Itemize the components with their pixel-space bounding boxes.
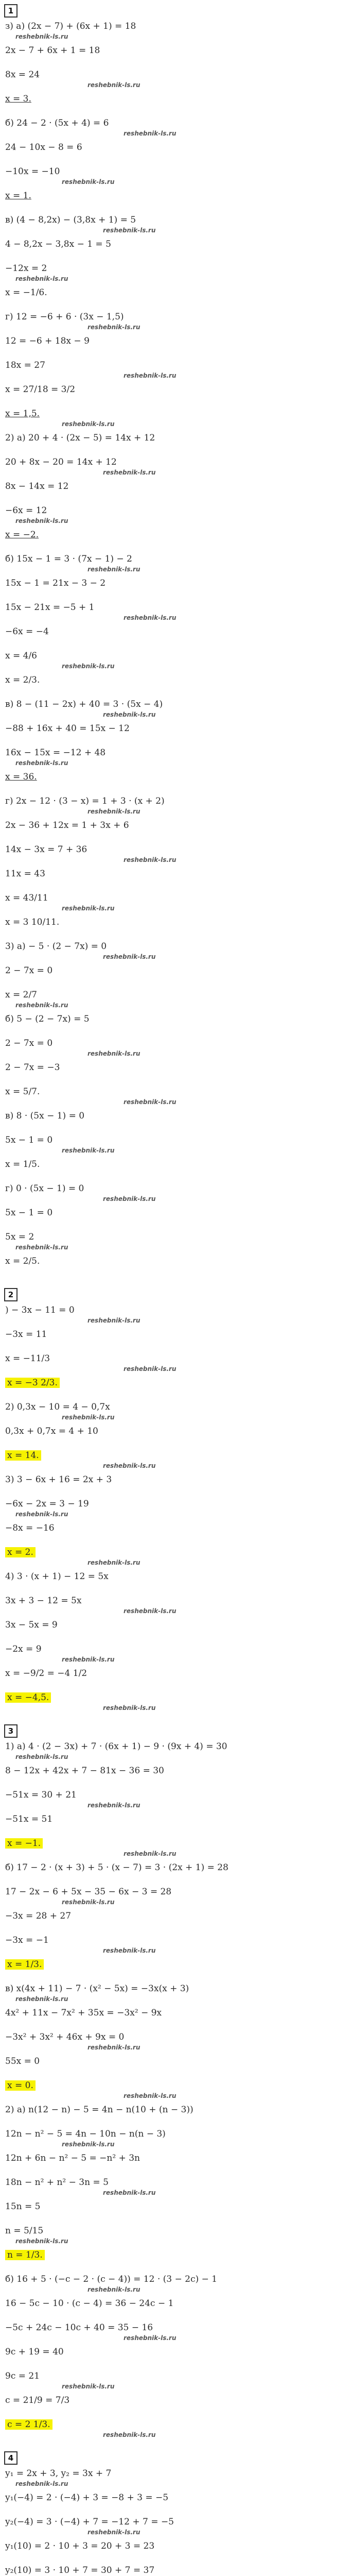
solution-line	[5, 2539, 154, 2553]
solution-line	[5, 1425, 98, 1438]
watermark-text: reshebnik-ls.ru	[15, 33, 68, 40]
solution-line-text: 2x − 36 + 12x = 1 + 3x + 6	[5, 820, 129, 831]
solution-line	[5, 1182, 84, 1195]
solution-line	[5, 1085, 40, 1098]
solution-line	[5, 2515, 174, 2529]
task-number-box: 4	[4, 2451, 18, 2465]
solution-line-text: 14x − 3x = 7 + 36	[5, 844, 87, 855]
watermark-text: reshebnik-ls.ru	[103, 711, 156, 718]
solution-line	[5, 1546, 36, 1559]
solution-line	[5, 2103, 194, 2116]
solution-line	[5, 916, 59, 929]
solution-line	[5, 165, 60, 178]
solution-line-text: 18n − n² + n² − 3n = 5	[5, 2177, 109, 2188]
solution-line	[5, 722, 130, 735]
solution-line	[5, 310, 124, 324]
solution-line-text: x = 1.	[5, 191, 31, 201]
solution-line	[5, 1230, 34, 1244]
solution-line	[5, 1594, 81, 1607]
solution-line-text: x = 1/5.	[5, 1159, 40, 1170]
solution-line	[5, 262, 47, 275]
solution-line	[5, 1109, 84, 1123]
solution-line-text: −5c + 24c − 10c + 40 = 35 − 16	[5, 2323, 153, 2333]
solution-line-text: x = 27/18 = 3/2	[5, 384, 76, 395]
solution-line-text: 3) 3 − 6x + 16 = 2x + 3	[5, 1475, 112, 1485]
solution-line-text: 4) 3 · (x + 1) − 12 = 5x	[5, 1571, 109, 1582]
solution-line-text: x = 3.	[5, 94, 31, 104]
solution-line-text: 8 − 12x + 42x + 7 − 81x − 36 = 30	[5, 1766, 164, 1776]
solution-line	[5, 92, 31, 106]
solution-line-text: −10x = −10	[5, 166, 60, 177]
watermark-text: reshebnik-ls.ru	[87, 2529, 141, 2536]
watermark-text: reshebnik-ls.ru	[62, 1147, 115, 1154]
solution-line	[5, 601, 94, 614]
solution-line	[5, 2151, 140, 2165]
solution-line	[5, 1473, 112, 1486]
solution-line	[5, 2127, 166, 2141]
watermark-text: reshebnik-ls.ru	[87, 2044, 141, 2051]
solution-line	[5, 1133, 52, 1147]
solution-line	[5, 480, 68, 493]
watermark-text: reshebnik-ls.ru	[15, 517, 68, 524]
solution-line-text: 2) а) n(12 − n) − 5 = 4n − n(10 + (n − 3))	[5, 2105, 194, 2115]
solution-line	[5, 1521, 55, 1535]
solution-line	[5, 988, 37, 1002]
solution-line-text: 3x − 5x = 9	[5, 1620, 58, 1630]
solution-line	[5, 552, 132, 566]
watermark-text: reshebnik-ls.ru	[15, 1244, 68, 1251]
solution-line-text: 16 − 5c − 10 · (c − 4) = 36 − 24c − 1	[5, 2298, 174, 2309]
solution-line	[5, 2418, 52, 2431]
solution-line-text: 20 + 8x − 20 = 14x + 12	[5, 457, 117, 467]
solution-line-text: c = 21/9 = 7/3	[5, 2395, 70, 2405]
watermark-text: reshebnik-ls.ru	[124, 614, 177, 621]
solution-line	[5, 141, 82, 154]
solution-line-text: x = −4,5.	[5, 1692, 51, 1703]
solution-line-text: x = 2/3.	[5, 675, 40, 685]
solution-line-text: 18x = 27	[5, 360, 45, 370]
solution-line	[5, 649, 37, 663]
solution-line	[5, 1352, 50, 1365]
solution-line	[5, 431, 155, 445]
solution-line	[5, 746, 106, 759]
solution-line-text: 5x − 1 = 0	[5, 1208, 53, 1218]
solution-line-text: 55x = 0	[5, 2056, 40, 2066]
solution-line-text: x = 1,5.	[5, 409, 40, 419]
solution-line	[5, 1885, 171, 1899]
solution-line-text: 2 − 7x = 0	[5, 1038, 53, 1048]
solution-line-text: б) 24 − 2 · (5x + 4) = 6	[5, 118, 109, 128]
solution-line-text: 12n − n² − 5 = 4n − 10n − n(n − 3)	[5, 2129, 166, 2139]
solution-line	[5, 359, 45, 372]
solution-line	[5, 1255, 40, 1268]
watermark-text: reshebnik-ls.ru	[87, 324, 141, 331]
solution-line	[5, 1206, 52, 1219]
solution-line	[5, 44, 100, 57]
watermark-text: reshebnik-ls.ru	[87, 566, 141, 573]
solution-line-text: c = 2 1/3.	[5, 2419, 52, 2430]
solution-line-text: x = −11/3	[5, 1353, 50, 1364]
solution-line	[5, 625, 49, 638]
solution-line-text: −6x − 2x = 3 − 19	[5, 1499, 89, 1509]
task-number-box: 1	[4, 4, 18, 18]
solution-line	[5, 1691, 51, 1704]
solution-line-text: x = 1/3.	[5, 1959, 44, 1970]
solution-line-text: г) 0 · (5x − 1) = 0	[5, 1183, 84, 1194]
solution-line-text: y₂(−4) = 3 · (−4) + 7 = −12 + 7 = −5	[5, 2517, 174, 2527]
watermark-text: reshebnik-ls.ru	[87, 808, 141, 815]
watermark-text: reshebnik-ls.ru	[62, 420, 115, 428]
watermark-text: reshebnik-ls.ru	[62, 1899, 115, 1906]
solution-line-text: x = 43/11	[5, 893, 48, 903]
solution-line-text: 15x − 1 = 21x − 3 − 2	[5, 578, 106, 588]
watermark-text: reshebnik-ls.ru	[124, 2092, 177, 2099]
solution-line	[5, 2491, 168, 2504]
solution-line	[5, 213, 136, 227]
solution-line	[5, 189, 31, 202]
solution-line-text: x = 2/7	[5, 990, 37, 1000]
solution-line-text: x = 5/7.	[5, 1087, 40, 1097]
solution-line	[5, 1934, 49, 1947]
solution-line-text: б) 17 − 2 · (x + 3) + 5 · (x − 7) = 3 · (2x + 1) = 28	[5, 1862, 229, 1873]
solution-line-text: −51x = 51	[5, 1814, 53, 1824]
solution-line	[5, 819, 129, 832]
solution-line-text: ) − 3x − 11 = 0	[5, 1305, 75, 1315]
solution-line-text: −88 + 16x + 40 = 15x − 12	[5, 723, 130, 734]
solution-line	[5, 1158, 40, 1171]
solution-line	[5, 1764, 164, 1777]
solution-line-text: 24 − 10x − 8 = 6	[5, 142, 82, 152]
solution-line	[5, 794, 165, 808]
solution-line	[5, 1618, 58, 1632]
solution-line-text: 12n + 6n − n² − 5 = −n² + 3n	[5, 2153, 140, 2163]
watermark-text: reshebnik-ls.ru	[62, 2141, 115, 2148]
solution-line-text: 8x = 24	[5, 70, 40, 80]
watermark-text: reshebnik-ls.ru	[103, 1704, 156, 1711]
solution-line-text: x = −1.	[5, 1838, 43, 1849]
solution-line-text: −12x = 2	[5, 263, 47, 274]
solution-line-text: 9c = 21	[5, 2371, 40, 2381]
solution-line-text: x = 4/6	[5, 651, 37, 661]
watermark-text: reshebnik-ls.ru	[62, 1656, 115, 1663]
solution-line	[5, 238, 111, 251]
solution-line	[5, 1570, 109, 1583]
watermark-text: reshebnik-ls.ru	[103, 469, 156, 476]
solution-line-text: з) а) (2x − 7) + (6x + 1) = 18	[5, 21, 136, 31]
solution-line-text: −3x = 28 + 27	[5, 1911, 72, 1921]
solution-line	[5, 1497, 89, 1511]
solution-line-text: −3x = 11	[5, 1329, 47, 1340]
solution-line	[5, 1012, 90, 1026]
watermark-text: reshebnik-ls.ru	[124, 1850, 177, 1857]
watermark-text: reshebnik-ls.ru	[62, 178, 115, 185]
solution-line	[5, 1400, 110, 1414]
solution-line	[5, 528, 39, 541]
watermark-text: reshebnik-ls.ru	[103, 953, 156, 960]
solution-line	[5, 1449, 41, 1462]
solution-line-text: x = −1/6.	[5, 287, 47, 298]
solution-line	[5, 2055, 40, 2068]
watermark-text: reshebnik-ls.ru	[15, 2238, 68, 2245]
solution-line	[5, 2467, 111, 2480]
solution-line-text: 1) а) 4 · (2 − 3x) + 7 · (6x + 1) − 9 · (9x + 4) = 30	[5, 1741, 227, 1752]
watermark-text: reshebnik-ls.ru	[87, 1559, 141, 1566]
solution-line-text: x = 36.	[5, 772, 37, 782]
solution-line-text: 0,3x + 0,7x = 4 + 10	[5, 1426, 98, 1436]
solution-line	[5, 770, 37, 784]
watermark-text: reshebnik-ls.ru	[103, 1195, 156, 1202]
watermark-text: reshebnik-ls.ru	[15, 2480, 68, 2487]
solution-line	[5, 1328, 47, 1341]
solution-line	[5, 2248, 45, 2262]
watermark-text: reshebnik-ls.ru	[15, 275, 68, 282]
solution-line	[5, 1376, 60, 1389]
watermark-text: reshebnik-ls.ru	[62, 905, 115, 912]
solution-line-text: y₁(10) = 2 · 10 + 3 = 20 + 3 = 23	[5, 2541, 155, 2551]
solution-line-text: x = 2.	[5, 1547, 36, 1557]
watermark-text: reshebnik-ls.ru	[87, 1317, 141, 1324]
solution-line	[5, 2200, 40, 2213]
solution-line-text: x = −2.	[5, 530, 39, 540]
watermark-text: reshebnik-ls.ru	[15, 1753, 68, 1760]
watermark-text: reshebnik-ls.ru	[15, 1002, 68, 1009]
solution-line	[5, 1061, 60, 1074]
watermark-text: reshebnik-ls.ru	[87, 1802, 141, 1809]
solution-line-text: x = 3 10/11.	[5, 917, 60, 927]
solution-line-text: 2) а) 20 + 4 · (2x − 5) = 14x + 12	[5, 433, 155, 443]
solution-line-text: в) 8 · (5x − 1) = 0	[5, 1111, 85, 1121]
solution-line	[5, 504, 47, 517]
solution-line	[5, 673, 40, 687]
solution-line-text: 2 − 7x = −3	[5, 1062, 60, 1073]
watermark-text: reshebnik-ls.ru	[124, 856, 177, 863]
task-number-box: 2	[4, 1288, 18, 1301]
solution-line-text: −8x = −16	[5, 1523, 55, 1533]
solution-line-text: 4 − 8,2x − 3,8x − 1 = 5	[5, 239, 111, 249]
solution-line-text: x = −3 2/3.	[5, 1378, 60, 1388]
solution-line-text: −3x² + 3x² + 46x + 9x = 0	[5, 2032, 125, 2042]
task-number-box: 3	[4, 1724, 18, 1738]
solution-line-text: г) 2x − 12 · (3 − x) = 1 + 3 · (x + 2)	[5, 796, 165, 806]
solution-line-text: n = 5/15	[5, 2226, 44, 2236]
solution-line-text: б) 5 − (2 − 7x) = 5	[5, 1014, 90, 1024]
watermark-text: reshebnik-ls.ru	[124, 1098, 177, 1106]
watermark-text: reshebnik-ls.ru	[124, 2334, 177, 2342]
solution-line-text: x = 2/5.	[5, 1256, 40, 1266]
watermark-text: reshebnik-ls.ru	[15, 1995, 68, 2003]
watermark-text: reshebnik-ls.ru	[62, 1414, 115, 1421]
solution-line	[5, 1837, 43, 1850]
solution-line-text: y₂(10) = 3 · 10 + 7 = 30 + 7 = 37	[5, 2565, 155, 2575]
watermark-text: reshebnik-ls.ru	[103, 2189, 156, 2196]
solution-line	[5, 1037, 52, 1050]
solution-line	[5, 2345, 64, 2359]
solution-line	[5, 2224, 43, 2238]
solution-line	[5, 2006, 162, 2020]
solution-line	[5, 964, 52, 977]
solution-line-text: −2x = 9	[5, 1644, 42, 1654]
solution-line	[5, 286, 47, 299]
watermark-text: reshebnik-ls.ru	[15, 1511, 68, 1518]
solution-line-text: −6x = 12	[5, 505, 47, 516]
solution-line	[5, 334, 90, 348]
solution-line	[5, 383, 75, 396]
solution-line-text: 15x − 21x = −5 + 1	[5, 602, 95, 613]
solution-line	[5, 455, 117, 469]
solution-line	[5, 1958, 44, 1971]
watermark-text: reshebnik-ls.ru	[62, 663, 115, 670]
solution-line-text: 5x = 2	[5, 1232, 34, 1242]
solution-line-text: 2x − 7 + 6x + 1 = 18	[5, 45, 100, 56]
solution-line-text: 3) а) − 5 · (2 − 7x) = 0	[5, 941, 107, 952]
solution-line	[5, 2176, 109, 2189]
solution-line	[5, 407, 40, 420]
watermark-text: reshebnik-ls.ru	[124, 130, 177, 137]
solution-line	[5, 2564, 154, 2576]
solution-line	[5, 1642, 42, 1656]
solution-line	[5, 2030, 124, 2044]
watermark-text: reshebnik-ls.ru	[87, 81, 141, 89]
solution-line-text: y₁(−4) = 2 · (−4) + 3 = −8 + 3 = −5	[5, 2493, 169, 2503]
solution-line-text: n = 1/3.	[5, 2250, 45, 2260]
solution-line	[5, 2079, 36, 2092]
solution-line-text: x = 14.	[5, 1450, 41, 1461]
solution-line-text: −51x = 30 + 21	[5, 1790, 77, 1800]
solution-line-text: 16x − 15x = −12 + 48	[5, 748, 106, 758]
solution-line-text: −3x = −1	[5, 1935, 49, 1945]
solution-line-text: 17 − 2x − 6 + 5x − 35 − 6x − 3 = 28	[5, 1887, 172, 1897]
solution-line-text: x = 0.	[5, 2080, 36, 2091]
solution-line-text: г) 12 = −6 + 6 · (3x − 1,5)	[5, 312, 124, 322]
watermark-text: reshebnik-ls.ru	[124, 1365, 177, 1372]
solution-line-text: x = −9/2 = −4 1/2	[5, 1668, 87, 1679]
solution-line	[5, 940, 107, 953]
solution-line-text: 15n = 5	[5, 2201, 41, 2212]
solution-line-text: 5x − 1 = 0	[5, 1135, 53, 1145]
solution-line-text: −6x = −4	[5, 626, 49, 637]
solution-line	[5, 1861, 229, 1874]
watermark-text: reshebnik-ls.ru	[103, 2431, 156, 2438]
solution-line	[5, 1740, 227, 1753]
watermark-text: reshebnik-ls.ru	[15, 759, 68, 767]
solution-line-text: y₁ = 2x + 3, y₂ = 3x + 7	[5, 2468, 112, 2479]
watermark-text: reshebnik-ls.ru	[87, 1050, 141, 1057]
solution-line	[5, 1982, 189, 1995]
solution-line-text: 12 = −6 + 18x − 9	[5, 336, 90, 346]
solution-line-text: 4x² + 11x − 7x² + 35x = −3x² − 9x	[5, 2008, 162, 2018]
watermark-text: reshebnik-ls.ru	[124, 1607, 177, 1615]
solution-line-text: в) 8 − (11 − 2x) + 40 = 3 · (5x − 4)	[5, 699, 163, 709]
solution-line	[5, 698, 163, 711]
solution-line	[5, 843, 87, 856]
solution-line-text: 2) 0,3x − 10 = 4 − 0,7x	[5, 1402, 110, 1412]
solution-line	[5, 1667, 87, 1680]
solution-line	[5, 20, 136, 33]
watermark-text: reshebnik-ls.ru	[103, 1947, 156, 1954]
solution-line-text: б) 16 + 5 · (−c − 2 · (c − 4)) = 12 · (3 − 2c) − 1	[5, 2274, 217, 2284]
solution-line	[5, 68, 40, 81]
watermark-text: reshebnik-ls.ru	[87, 2286, 141, 2293]
solution-line	[5, 2321, 153, 2334]
solution-line	[5, 1788, 77, 1802]
solution-line-text: б) 15x − 1 = 3 · (7x − 1) − 2	[5, 554, 132, 564]
watermark-text: reshebnik-ls.ru	[62, 2383, 115, 2390]
solution-line	[5, 867, 45, 880]
solution-line	[5, 1303, 75, 1317]
solution-line-text: 3x + 3 − 12 = 5x	[5, 1596, 82, 1606]
solution-line-text: 11x = 43	[5, 869, 45, 879]
watermark-text: reshebnik-ls.ru	[103, 227, 156, 234]
watermark-text: reshebnik-ls.ru	[103, 1462, 156, 1469]
solution-line	[5, 891, 48, 905]
watermark-text: reshebnik-ls.ru	[124, 372, 177, 379]
solution-line	[5, 2369, 40, 2383]
solution-line-text: 8x − 14x = 12	[5, 481, 69, 492]
solution-line	[5, 1909, 71, 1923]
solution-line	[5, 2394, 69, 2407]
solution-line	[5, 577, 106, 590]
solution-line-text: 9c + 19 = 40	[5, 2347, 64, 2357]
solution-line	[5, 116, 109, 130]
solution-line-text: в) x(4x + 11) − 7 · (x² − 5x) = −3x(x + 3)	[5, 1984, 189, 1994]
solution-line-text: в) (4 − 8,2x) − (3,8x + 1) = 5	[5, 215, 136, 225]
solution-line	[5, 2297, 173, 2310]
solution-line	[5, 1812, 52, 1826]
solution-line-text: 2 − 7x = 0	[5, 965, 53, 976]
solution-line	[5, 2273, 217, 2286]
